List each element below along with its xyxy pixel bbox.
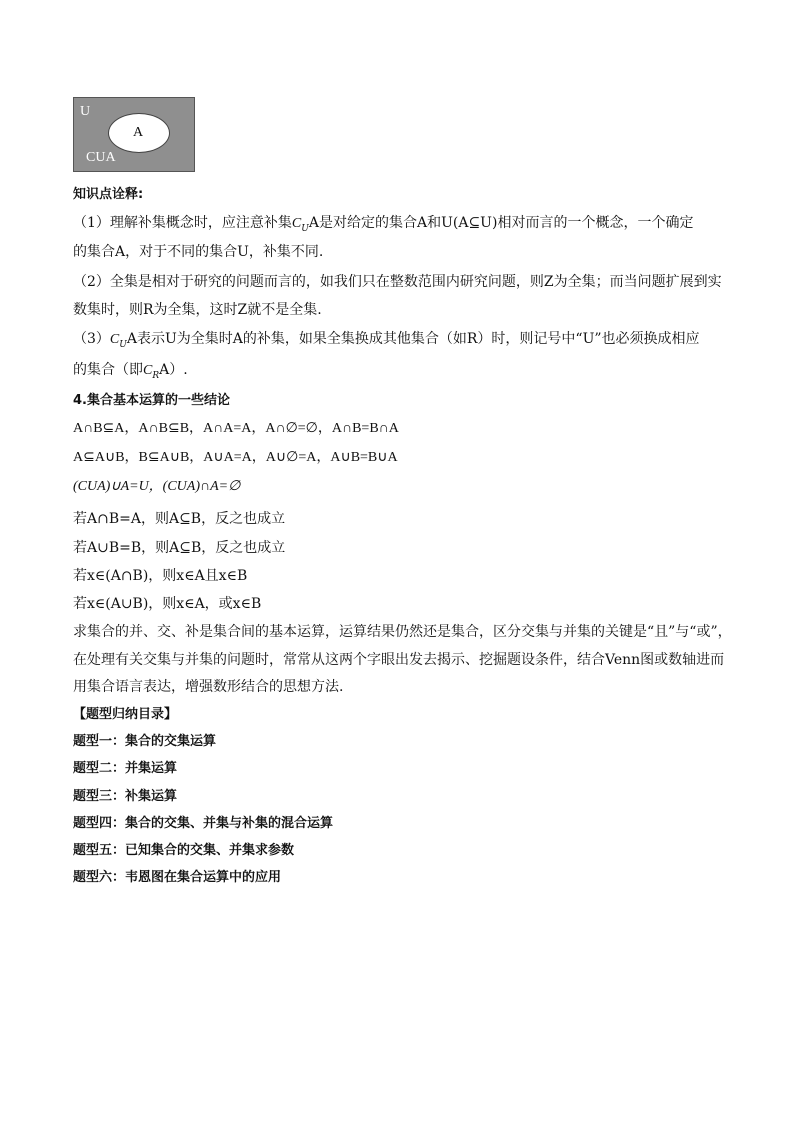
catalog-title: 【题型归纳目录】	[73, 707, 178, 722]
catalog-item-3: 题型三：补集运算	[73, 789, 178, 804]
formula-intersection-subset: 若A∩B=A，则A⊆B，反之也成立	[73, 511, 286, 527]
venn-complement-label: CUA	[86, 150, 116, 165]
catalog-item-5: 题型五：已知集合的交集、并集求参数	[73, 843, 295, 858]
formula-union-subset: 若A∪B=B，则A⊆B，反之也成立	[73, 540, 286, 556]
heading-explain: 知识点诠释:	[73, 187, 144, 202]
explain-3-line1: $(3)C_UA$表示U为全集时A的补集，如果全集换成其他集合（如R）时，则记号中“U”也必须换成相应	[73, 331, 700, 350]
formula-intersection: A∩B⊆A，A∩B⊆B，A∩A=A，A∩∅=∅，A∩B=B∩A	[73, 421, 399, 436]
explain-3-line2: 的集合（即$C_RA$）.	[73, 362, 188, 381]
catalog-item-4: 题型四：集合的交集、并集与补集的混合运算	[73, 816, 334, 831]
venn-diagram	[73, 97, 195, 172]
venn-universe-label: U	[80, 104, 91, 119]
explain-2-line2: 数集时，则R为全集，这时Z就不是全集.	[73, 302, 322, 318]
catalog-item-1: 题型一：集合的交集运算	[73, 734, 217, 749]
explain-2-line1: （2）全集是相对于研究的问题而言的，如我们只在整数范围内研究问题，则Z为全集；而当问题扩展到实	[73, 274, 722, 290]
summary-line3: 用集合语言表达，增强数形结合的思想方法.	[73, 679, 344, 695]
formula-union: A⊆A∪B，B⊆A∪B，A∪A=A，A∪∅=A，A∪B=B∪A	[73, 450, 398, 465]
formula-element-union: 若x∈(A∪B)，则x∈A，或x∈B	[73, 596, 262, 612]
explain-1-line2: 的集合A，对于不同的集合U，补集不同.	[73, 244, 324, 260]
venn-set-label: A	[133, 125, 144, 140]
catalog-item-6: 题型六：韦恩图在集合运算中的应用	[73, 870, 282, 885]
explain-1-line1: （1）理解补集概念时，应注意补集$C_UA$是对给定的集合A和U(A⊆U)相对而言的一个概念，一个确定	[73, 215, 694, 234]
heading-section-4: 4.集合基本运算的一些结论	[73, 393, 230, 408]
catalog-item-2: 题型二：并集运算	[73, 761, 178, 776]
formula-element-intersection: 若x∈(A∩B)，则x∈A且x∈B	[73, 568, 248, 584]
summary-line1: 求集合的并、交、补是集合间的基本运算，运算结果仍然还是集合，区分交集与并集的关键是“且”与“或”，	[73, 624, 732, 640]
formula-complement: (CUA)∪A=U，(CUA)∩A=∅	[73, 479, 241, 494]
summary-line2: 在处理有关交集与并集的问题时，常常从这两个字眼出发去揭示、挖掘题设条件，结合Venn图或数轴进而	[73, 652, 725, 668]
